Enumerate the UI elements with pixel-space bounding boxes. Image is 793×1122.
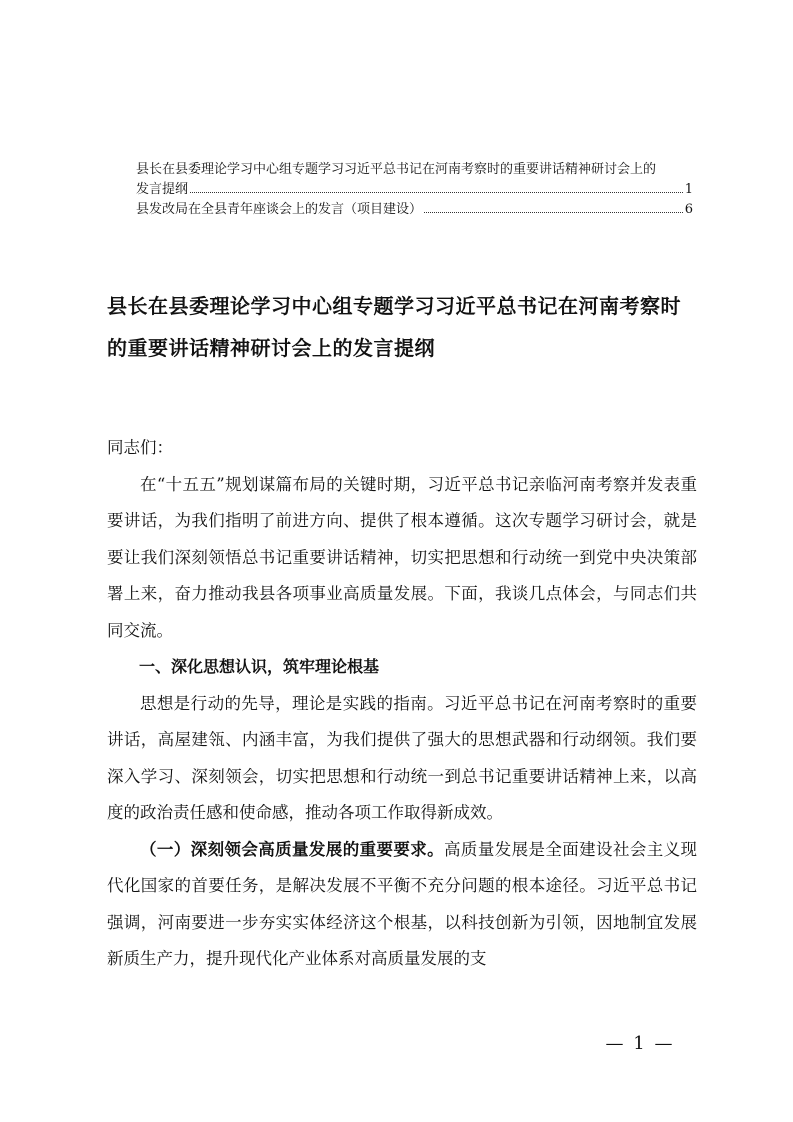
salutation: 同志们： bbox=[107, 438, 173, 457]
toc-leader-dots bbox=[190, 180, 683, 193]
document-body bbox=[107, 430, 697, 978]
table-of-contents bbox=[136, 160, 693, 220]
toc-entry-1-title-line1: 县长在县委理论学习中心组专题学习习近平总书记在河南考察时的重要讲话精神研讨会上的 bbox=[136, 162, 657, 177]
toc-entry-1[interactable] bbox=[136, 160, 693, 200]
toc-entry-1-title-line2: 发言提纲 bbox=[136, 182, 189, 197]
toc-leader-dots bbox=[424, 200, 683, 213]
subsection-1-text: 高质量发展是全面建设社会主义现代化国家的首要任务，是解决发展不平衡不充分问题的根本途径。习近平总书记强调，河南要进一步夯实实体经济这个根基，以科技创新为引领，因地制宜发展新质生产力，提升现代化产业体系对高质量发展的支 bbox=[107, 839, 697, 968]
subsection-heading-1: （一）深刻领会高质量发展的重要要求。 bbox=[140, 839, 445, 859]
paragraph-subsection-1 bbox=[107, 832, 697, 978]
toc-entry-2-title: 县发改局在全县青年座谈会上的发言（项目建设） bbox=[136, 202, 423, 217]
toc-entry-2-page: 6 bbox=[684, 202, 693, 217]
paragraph-intro: 在“十五五”规划谋篇布局的关键时期，习近平总书记亲临河南考察并发表重要讲话，为我们指明了前进方向、提供了根本遵循。这次专题学习研讨会，就是要让我们深刻领悟总书记重要讲话精神，切实把思想和行动统一到党中央决策部署上来，奋力推动我县各项事业高质量发展。下面，我谈几点体会，与同志们共同交流。 bbox=[107, 474, 697, 640]
paragraph-section-1: 思想是行动的先导，理论是实践的指南。习近平总书记在河南考察时的重要讲话，高屋建瓴、内涵丰富，为我们提供了强大的思想武器和行动纲领。我们要深入学习、深刻领会，切实把思想和行动统一到总书记重要讲话精神上来，以高度的政治责任感和使命感，推动各项工作取得新成效。 bbox=[107, 693, 697, 822]
section-heading-1: 一、深化思想认识，筑牢理论根基 bbox=[139, 657, 380, 676]
document-title: 县长在县委理论学习中心组专题学习习近平总书记在河南考察时的重要讲话精神研讨会上的发言提纲 bbox=[107, 294, 681, 360]
page-number: — 1 — bbox=[605, 1033, 675, 1054]
toc-entry-2[interactable] bbox=[136, 200, 693, 220]
toc-entry-1-page: 1 bbox=[684, 182, 693, 197]
